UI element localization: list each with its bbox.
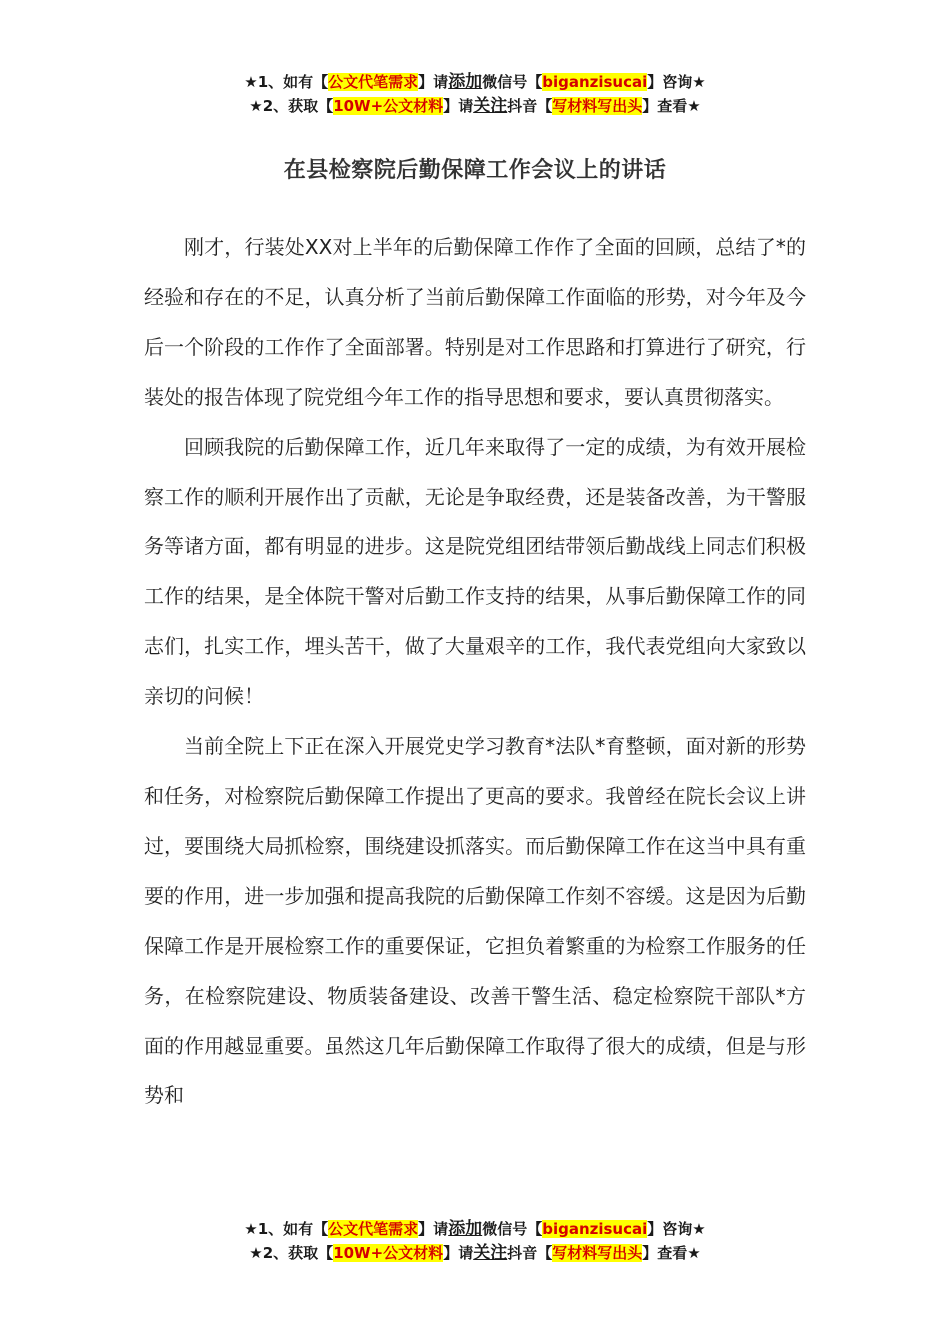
banner-line-2: ★2、获取【10W+公文材料】请关注抖音【写材料写出头】查看★ xyxy=(249,1243,701,1263)
highlight-materials: 10W+公文材料 xyxy=(333,1244,444,1262)
paragraph-2: 回顾我院的后勤保障工作，近几年来取得了一定的成绩，为有效开展检察工作的顺利开展作出了贡献，无论是争取经费，还是装备改善，为干警服务等诸方面，都有明显的进步。这是院党组团结带领后勤战线上同志们积极工作的结果，是全体院干警对后勤工作支持的结果，从事后勤保障工作的同志们，扎实工作，埋头苦干，做了大量艰辛的工作，我代表党组向大家致以亲切的问候！ xyxy=(144,434,806,709)
highlight-wechat-id: biganzisucai xyxy=(542,73,648,91)
header-banner xyxy=(0,70,950,118)
footer-banner xyxy=(0,1217,950,1265)
underlined-follow: 关注 xyxy=(473,96,508,116)
highlight-writing-service: 公文代笔需求 xyxy=(328,1220,419,1238)
highlight-wechat-id: biganzisucai xyxy=(542,1220,648,1238)
document-body xyxy=(144,223,806,1121)
highlight-materials: 10W+公文材料 xyxy=(333,97,444,115)
underlined-add: 添加 xyxy=(448,1219,483,1239)
underlined-follow: 关注 xyxy=(473,1243,508,1263)
banner-line-1: ★1、如有【公文代笔需求】请添加微信号【biganzisucai】咨询★ xyxy=(244,1219,706,1239)
banner-line-1: ★1、如有【公文代笔需求】请添加微信号【biganzisucai】咨询★ xyxy=(244,72,706,92)
paragraph-3: 当前全院上下正在深入开展党史学习教育*法队*育整顿，面对新的形势和任务，对检察院后勤保障工作提出了更高的要求。我曾经在院长会议上讲过，要围绕大局抓检察，围绕建设抓落实。而后勤保障工作在这当中具有重要的作用，进一步加强和提高我院的后勤保障工作刻不容缓。这是因为后勤保障工作是开展检察工作的重要保证，它担负着繁重的为检察工作服务的任务，在检察院建设、物质装备建设、改善干警生活、稳定检察院干部队*方面的作用越显重要。虽然这几年后勤保障工作取得了很大的成绩，但是与形势和 xyxy=(144,734,806,1108)
document-title: 在县检察院后勤保障工作会议上的讲话 xyxy=(283,158,667,183)
highlight-writing-service: 公文代笔需求 xyxy=(328,73,419,91)
paragraph-1: 刚才，行装处XX对上半年的后勤保障工作作了全面的回顾，总结了*的经验和存在的不足，认真分析了当前后勤保障工作面临的形势，对今年及今后一个阶段的工作作了全面部署。特别是对工作思路和打算进行了研究，行装处的报告体现了院党组今年工作的指导思想和要求，要认真贯彻落实。 xyxy=(144,235,806,409)
underlined-add: 添加 xyxy=(448,72,483,92)
banner-line-2: ★2、获取【10W+公文材料】请关注抖音【写材料写出头】查看★ xyxy=(249,96,701,116)
highlight-douyin-account: 写材料写出头 xyxy=(552,1244,643,1262)
highlight-douyin-account: 写材料写出头 xyxy=(552,97,643,115)
